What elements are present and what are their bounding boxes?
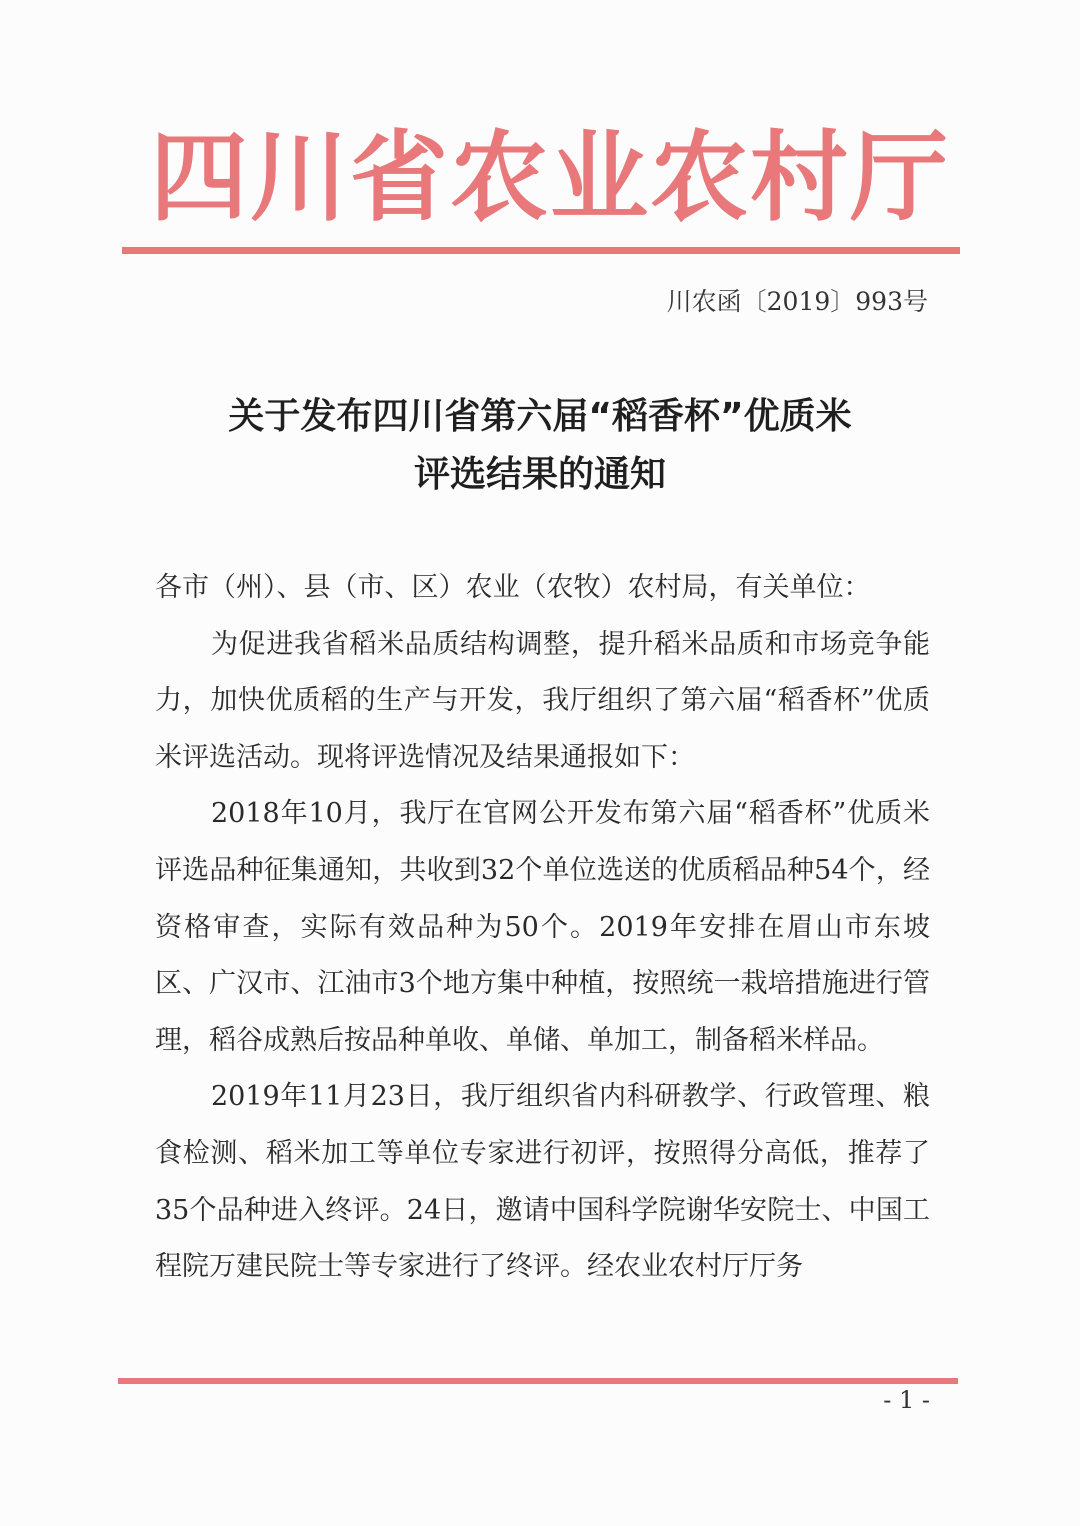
- page-number: - 1 -: [883, 1386, 930, 1414]
- paragraph-2: 2018年10月，我厅在官网公开发布第六届“稻香杯”优质米评选品种征集通知，共收到32个单位选送的优质稻品种54个，经资格审查，实际有效品种为50个。2019年安排在眉山市东坡区、广汉市、江油市3个地方集中种植，按照统一栽培措施进行管理，稻谷成熟后按品种单收、单储、单加工，制备稻米样品。: [155, 798, 930, 1056]
- document-number: 川农函〔2019〕993号: [666, 287, 928, 316]
- salutation: 各市（州）、县（市、区）农业（农牧）农村局，有关单位：: [155, 572, 871, 603]
- title-line-2: 评选结果的通知: [413, 454, 666, 495]
- red-divider-bottom: [118, 1378, 958, 1384]
- red-divider-top: [122, 247, 960, 254]
- paragraph-1: 为促进我省稻米品质结构调整，提升稻米品质和市场竞争能力，加快优质稻的生产与开发，我厅组织了第六届“稻香杯”优质米评选活动。现将评选情况及结果通报如下：: [155, 628, 930, 773]
- agency-masthead: 四川省农业农村厅: [150, 121, 951, 235]
- notice-body: [155, 560, 930, 1296]
- title-line-1: 关于发布四川省第六届“稻香杯”优质米: [228, 396, 852, 437]
- notice-title: [120, 388, 960, 504]
- paragraph-3: 2019年11月23日，我厅组织省内科研教学、行政管理、粮食检测、稻米加工等单位专家进行初评，按照得分高低，推荐了35个品种进入终评。24日，邀请中国科学院谢华安院士、中国工程院万建民院士等专家进行了终评。经农业农村厅厅务: [155, 1081, 930, 1283]
